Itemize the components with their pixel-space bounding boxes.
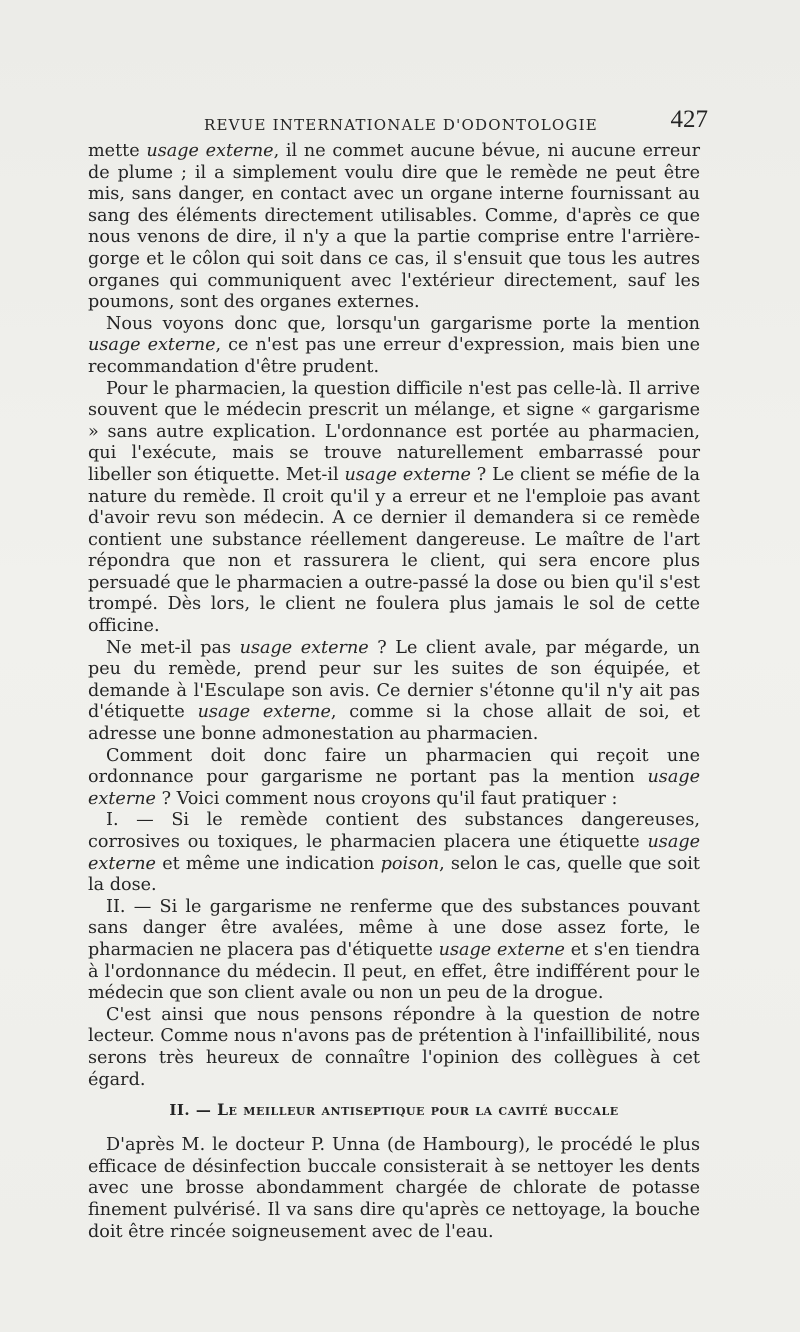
italic-phrase: usage externe <box>197 702 331 723</box>
paragraph <box>88 810 700 896</box>
text-run: , ce n'est pas une erreur d'expression, mais bien une recommandation d'être prudent. <box>88 335 700 377</box>
section-heading <box>88 1099 700 1121</box>
section-paragraph <box>88 1135 700 1243</box>
italic-phrase: usage externe <box>146 141 274 161</box>
page-number: 427 <box>670 106 708 133</box>
paragraph <box>88 897 700 1005</box>
paragraph <box>88 638 700 746</box>
paragraph <box>88 379 700 638</box>
text-run: Comment doit donc faire un pharmacien qui reçoit une ordonnance pour gargarisme ne portant pas la mention <box>88 745 700 788</box>
text-run: , comme si la chose allait de soi, et adresse une bonne admonestation au pharmacien. <box>88 702 700 745</box>
text-run: I. — Si le remède contient des substances dangereuses, corrosives ou toxiques, le pharmacien placera une étiquette <box>88 810 700 852</box>
italic-phrase: usage externe <box>88 832 700 874</box>
text-run: II. — Si le gargarisme ne renferme que des substances pouvant sans danger être avalées, même à une dose assez forte, le pharmacien ne placera pas d'étiquette <box>88 896 700 960</box>
italic-phrase: usage externe <box>88 335 216 356</box>
paragraph <box>88 746 700 811</box>
paragraph <box>88 141 700 314</box>
text-run: D'après M. le docteur P. Unna (de Hambourg), le procédé le plus efficace de désinfection buccale consisterait à se nettoyer les dents avec une brosse abondamment chargée de chlorate de potasse finement pulvérisé. Il va sans dire qu'après ce nettoyage, la bouche doit être rincée soigneusement avec de l'eau. <box>88 1135 700 1242</box>
paragraph <box>88 1005 700 1091</box>
text-run: Nous voyons donc que, lorsqu'un gargarisme porte la mention <box>106 313 700 334</box>
text-run: , selon le cas, quelle que soit la dose. <box>88 853 700 896</box>
italic-phrase: usage externe <box>88 767 700 809</box>
italic-phrase: usage externe <box>438 939 565 960</box>
italic-phrase: usage externe <box>344 464 471 485</box>
running-header <box>88 106 708 140</box>
text-run: C'est ainsi que nous pensons répondre à la question de notre lecteur. Comme nous n'avons pas de prétention à l'infaillibilité, nous serons très heureux de connaître l'opinion des collègues à cet égard. <box>88 1004 700 1090</box>
section-dash: — <box>195 1101 212 1120</box>
italic-phrase: poison <box>380 853 440 874</box>
section-title: Le meilleur antiseptique pour la cavité buccale <box>217 1100 619 1120</box>
text-run: et s'en tiendra à l'ordonnance du médecin. Il peut, en effet, être indifférent pour le médecin que son client avale ou non un peu de la drogue. <box>88 939 700 1004</box>
text-run: Pour le pharmacien, la question difficile n'est pas celle-là. Il arrive souvent que le médecin prescrit un mélange, et signe « gargarisme » sans autre explication. L'ordonnance est portée au pharmacien, qui l'exécute, mais se trouve naturellement embarrassé pour libeller son étiquette. Met-il <box>88 378 700 485</box>
text-run: ? Voici comment nous croyons qu'il faut pratiquer : <box>155 788 618 809</box>
text-run: , il ne commet aucune bévue, ni aucune erreur de plume ; il a simplement voulu dire que le remède ne peut être mis, sans danger, en contact avec un organe interne fournissant au sang des éléments directement utilisables. Comme, d'après ce que nous venons de dire, il n'y a que la partie comprise entre l'arrière-gorge et le côlon qui soit dans ce cas, il s'ensuit que tous les autres organes qui communiquent avec l'extérieur directement, sauf les poumons, sont des organes externes. <box>88 141 700 313</box>
text-run: ? Le client avale, par mégarde, un peu du remède, prend peur sur les suites de son équipée, et demande à l'Esculape son avis. Ce dernier s'étonne qu'il n'y ait pas d'étiquette <box>88 637 700 723</box>
article-body <box>88 141 700 1243</box>
text-run: ? Le client se méfie de la nature du remède. Il croit qu'il y a erreur et ne l'emploie pas avant d'avoir revu son médecin. A ce dernier il demandera si ce remède contient une substance réellement dangereuse. Le maître de l'art répondra que non et rassurera le client, qui sera encore plus persuadé que le pharmacien a outre-passé la dose ou bien qu'il s'est trompé. Dès lors, le client ne foulera plus jamais le sol de cette officine. <box>88 464 700 637</box>
text-run: et même une indication <box>155 853 381 874</box>
running-title: REVUE INTERNATIONALE D'ODONTOLOGIE <box>204 116 598 134</box>
section-number: II. <box>169 1101 191 1120</box>
italic-phrase: usage externe <box>239 637 369 658</box>
paragraph <box>88 314 700 379</box>
text-run: mette <box>88 141 147 161</box>
text-run: Ne met-il pas <box>106 637 240 658</box>
